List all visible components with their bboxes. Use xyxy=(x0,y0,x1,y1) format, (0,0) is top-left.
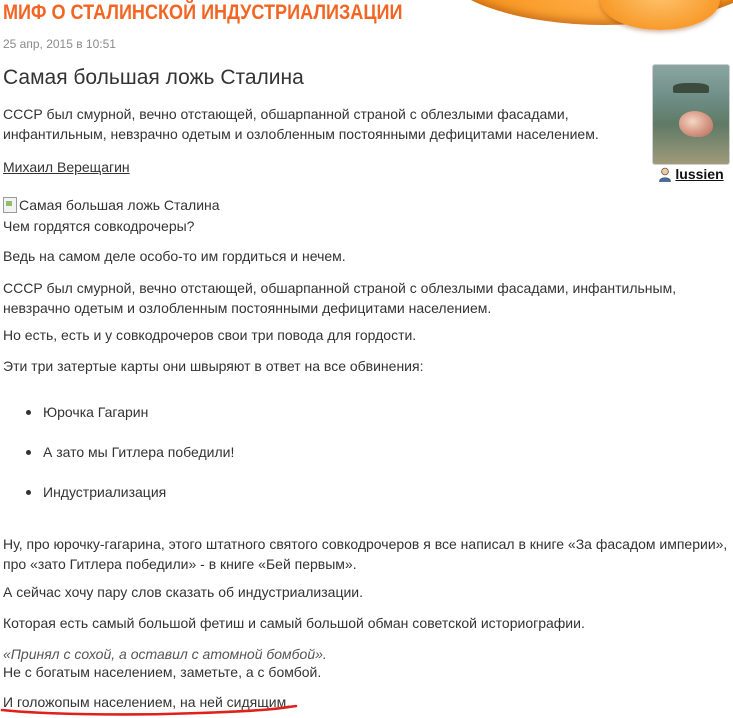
highlight-underline xyxy=(0,704,300,718)
paragraph: Но есть, есть и у совкодрочеров свои три повода для гордости. xyxy=(3,327,417,343)
site-title[interactable]: МИФ О СТАЛИНСКОЙ ИНДУСТРИАЛИЗАЦИИ xyxy=(3,1,403,24)
paragraph-quote: «Принял с сохой, а оставил с атомной бомбой». xyxy=(3,646,327,662)
list-item: А зато мы Гитлера победили! xyxy=(24,442,234,482)
paragraph: А сейчас хочу пару слов сказать об индустриализации. xyxy=(3,584,363,600)
list-item: Индустриализация xyxy=(24,482,234,522)
paragraph: Эти три затертые карты они швыряют в ответ на все обвинения: xyxy=(3,358,424,374)
paragraph: Которая есть самый большой фетиш и самый большой обман советской историографии. xyxy=(3,615,585,631)
paragraph: СССР был смурной, вечно отстающей, обшарпанной страной с облезлыми фасадами, инфантильным, невзрачно одетым и озлобленным постоянными дефицитами населением. xyxy=(3,280,677,316)
list-item: Юрочка Гагарин xyxy=(24,402,234,442)
header-decoration-accent xyxy=(600,0,720,30)
paragraph-highlighted: И голожопым населением, на ней сидящим. xyxy=(3,694,291,710)
author-link[interactable] xyxy=(658,166,723,182)
broken-image-icon xyxy=(3,197,17,213)
avatar-rock-shape xyxy=(673,83,709,93)
paragraph: Не с богатым населением, заметьте, а с бомбой. xyxy=(3,664,322,680)
post-title[interactable]: Самая большая ложь Сталина xyxy=(3,66,304,89)
author-box xyxy=(651,64,731,187)
post-image xyxy=(3,197,220,213)
paragraph: Ну, про юрочку-гагарина, этого штатного святого совкодрочеров я все написал в книге «За фасадом империи», про «зато Гитлера победили» - в книге «Бей первым». xyxy=(3,536,728,572)
post-intro: СССР был смурной, вечно отстающей, обшарпанной страной с облезлыми фасадами, инфантильным, невзрачно одетым и озлобленным постоянными дефицитами населением. xyxy=(3,106,599,142)
paragraph-question: Чем гордятся совкодрочеры? xyxy=(3,218,195,234)
paragraph: Ведь на самом деле особо-то им гордиться и нечем. xyxy=(3,248,346,264)
byline-link[interactable]: Михаил Верещагин xyxy=(3,159,130,175)
user-icon xyxy=(658,167,672,182)
post-image-alt: Самая большая ложь Сталина xyxy=(19,197,220,213)
post-date: 25 апр, 2015 в 10:51 xyxy=(3,37,116,51)
author-name[interactable]: lussien xyxy=(675,166,724,182)
author-avatar[interactable] xyxy=(652,64,730,165)
bullet-list xyxy=(24,402,234,522)
avatar-shell-shape xyxy=(679,111,713,137)
